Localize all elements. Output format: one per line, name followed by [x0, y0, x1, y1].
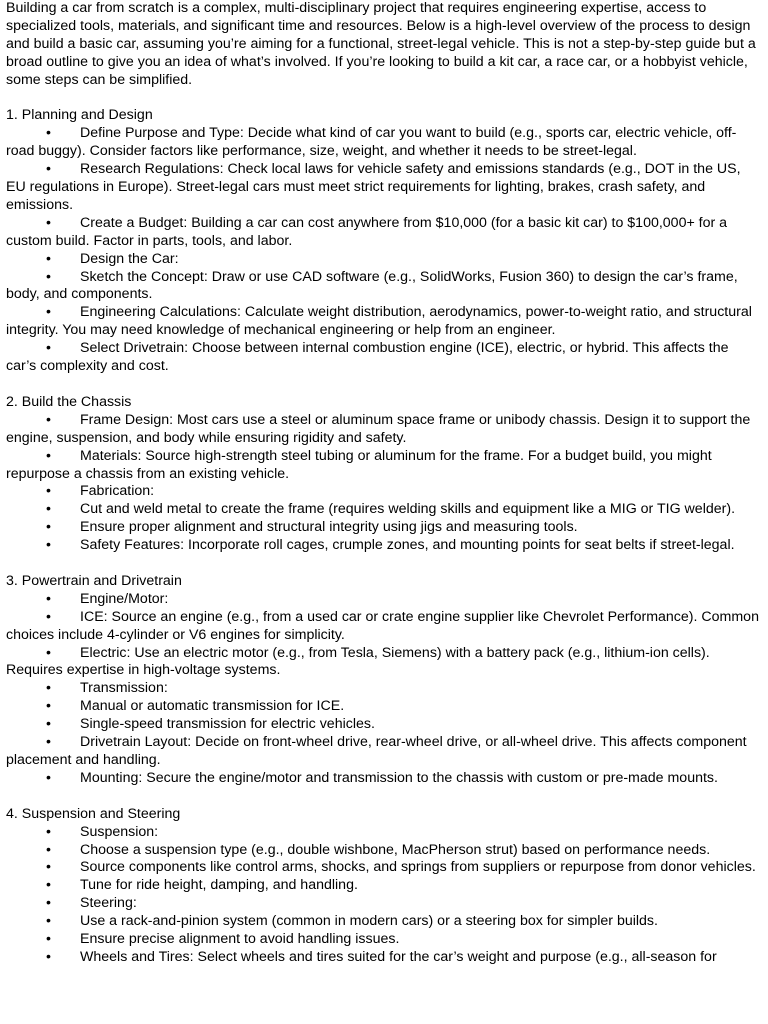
- intro-paragraph: Building a car from scratch is a complex, multi-disciplinary project that requires engineering expertise, access to specialized tools, materials, and significant time and resources. Below is a high-level overview of the process to design and build a basic car, assuming you’re aiming for a functional, street-legal vehicle. This is not a step-by-step guide but a broad outline to give you an idea of what’s involved. If you’re looking to build a kit car, a race car, or a hobbyist vehicle, some steps can be simplified.: [6, 0, 756, 88]
- bullet-icon: •: [46, 769, 51, 786]
- section-heading: 1. Planning and Design: [6, 107, 153, 124]
- bullet-icon: •: [46, 698, 51, 715]
- bullet-icon: •: [46, 340, 51, 357]
- bullet-text: Materials: Source high-strength steel tubing or aluminum for the frame. For a budget build, you might repurpose a chassis from an existing vehicle.: [6, 447, 712, 482]
- bullet-item: [6, 680, 762, 698]
- section-heading: 4. Suspension and Steering: [6, 805, 181, 822]
- bullet-icon: •: [46, 519, 51, 536]
- bullet-item: [6, 859, 762, 877]
- bullet-text: Safety Features: Incorporate roll cages, crumple zones, and mounting points for seat belts if street-legal.: [80, 537, 735, 554]
- bullet-icon: •: [46, 823, 51, 840]
- section-heading: 3. Powertrain and Drivetrain: [6, 572, 182, 589]
- bullet-item: [6, 501, 762, 519]
- bullet-item: [6, 125, 762, 161]
- bullet-item: [6, 949, 762, 967]
- bullet-item: [6, 304, 762, 340]
- section-heading: 2. Build the Chassis: [6, 393, 132, 410]
- bullet-icon: •: [46, 501, 51, 518]
- bullet-icon: •: [46, 304, 51, 321]
- bullet-text: Ensure precise alignment to avoid handling issues.: [80, 931, 400, 948]
- bullet-icon: •: [46, 913, 51, 930]
- bullet-icon: •: [46, 841, 51, 858]
- bullet-icon: •: [46, 859, 51, 876]
- spacer: [6, 555, 762, 573]
- bullet-text: Manual or automatic transmission for ICE.: [80, 698, 345, 715]
- bullet-text: Cut and weld metal to create the frame (requires welding skills and equipment like a MIG or TIG welder).: [80, 501, 736, 518]
- bullet-icon: •: [46, 447, 51, 464]
- bullet-icon: •: [46, 411, 51, 428]
- bullet-text: ICE: Source an engine (e.g., from a used car or crate engine supplier like Chevrolet Performance). Common choices include 4-cylinder or V6 engines for simplicity.: [6, 608, 759, 643]
- bullet-item: [6, 483, 762, 501]
- bullet-item: [6, 161, 762, 215]
- bullet-item: [6, 645, 762, 681]
- bullet-text: Create a Budget: Building a car can cost anywhere from $10,000 (for a basic kit car) to $100,000+ for a custom build. Factor in parts, tools, and labor.: [6, 214, 728, 249]
- bullet-icon: •: [46, 716, 51, 733]
- bullet-item: [6, 913, 762, 931]
- bullet-item: [6, 877, 762, 895]
- bullet-text: Fabrication:: [80, 483, 155, 500]
- bullet-text: Steering:: [80, 895, 137, 912]
- bullet-text: Ensure proper alignment and structural integrity using jigs and measuring tools.: [80, 519, 578, 536]
- bullet-text: Engineering Calculations: Calculate weight distribution, aerodynamics, power-to-weight ratio, and structural integrity. You may need knowledge of mechanical engineering or help from an engineer.: [6, 304, 752, 339]
- bullet-text: Electric: Use an electric motor (e.g., from Tesla, Siemens) with a battery pack (e.g., lithium-ion cells). Requires expertise in high-voltage systems.: [6, 644, 710, 679]
- bullet-item: [6, 734, 762, 770]
- bullet-icon: •: [46, 948, 51, 965]
- bullet-icon: •: [46, 608, 51, 625]
- bullet-item: [6, 251, 762, 269]
- spacer: [6, 376, 762, 394]
- bullet-text: Select Drivetrain: Choose between internal combustion engine (ICE), electric, or hybrid. This affects the car’s complexity and cost.: [6, 340, 729, 375]
- bullet-icon: •: [46, 877, 51, 894]
- bullet-icon: •: [46, 734, 51, 751]
- bullet-item: [6, 842, 762, 860]
- bullet-text: Source components like control arms, shocks, and springs from suppliers or repurpose from donor vehicles.: [80, 859, 756, 876]
- bullet-item: [6, 770, 762, 788]
- spacer: [6, 90, 762, 108]
- bullet-text: Use a rack-and-pinion system (common in modern cars) or a steering box for simpler builds.: [80, 913, 658, 930]
- bullet-item: [6, 591, 762, 609]
- bullet-item: [6, 931, 762, 949]
- bullet-icon: •: [46, 483, 51, 500]
- bullet-text: Drivetrain Layout: Decide on front-wheel drive, rear-wheel drive, or all-wheel drive. This affects component placement and handling.: [6, 734, 747, 769]
- bullet-item: [6, 716, 762, 734]
- bullet-text: Suspension:: [80, 823, 159, 840]
- bullet-icon: •: [46, 125, 51, 142]
- bullet-text: Mounting: Secure the engine/motor and transmission to the chassis with custom or pre-made mounts.: [80, 769, 718, 786]
- bullet-icon: •: [46, 931, 51, 948]
- bullet-item: [6, 537, 762, 555]
- bullet-item: [6, 698, 762, 716]
- bullet-icon: •: [46, 590, 51, 607]
- bullet-text: Wheels and Tires: Select wheels and tires suited for the car’s weight and purpose (e.g., all-season for: [80, 948, 717, 965]
- bullet-item: [6, 340, 762, 376]
- bullet-icon: •: [46, 537, 51, 554]
- bullet-icon: •: [46, 214, 51, 231]
- bullet-text: Tune for ride height, damping, and handling.: [80, 877, 358, 894]
- bullet-item: [6, 215, 762, 251]
- bullet-item: [6, 412, 762, 448]
- bullet-text: Research Regulations: Check local laws for vehicle safety and emissions standards (e.g., DOT in the US, EU regulations in Europe). Street-legal cars must meet strict requirements for lighting, brakes, crash safety, and emissions.: [6, 161, 741, 213]
- bullet-text: Choose a suspension type (e.g., double wishbone, MacPherson strut) based on performance needs.: [80, 841, 711, 858]
- sections: [6, 107, 762, 966]
- bullet-icon: •: [46, 268, 51, 285]
- bullet-icon: •: [46, 895, 51, 912]
- bullet-text: Sketch the Concept: Draw or use CAD software (e.g., SolidWorks, Fusion 360) to design the car’s frame, body, and components.: [6, 268, 738, 303]
- bullet-item: [6, 895, 762, 913]
- bullet-item: [6, 269, 762, 305]
- bullet-text: Transmission:: [80, 680, 168, 697]
- bullet-text: Frame Design: Most cars use a steel or aluminum space frame or unibody chassis. Design it to support the engine, suspension, and body while ensuring rigidity and safety.: [6, 411, 751, 446]
- bullet-text: Define Purpose and Type: Decide what kind of car you want to build (e.g., sports car, electric vehicle, off-road buggy). Consider factors like performance, size, weight, and whether it needs to be street-legal.: [6, 125, 737, 160]
- bullet-item: [6, 824, 762, 842]
- bullet-item: [6, 448, 762, 484]
- bullet-item: [6, 609, 762, 645]
- bullet-icon: •: [46, 250, 51, 267]
- bullet-text: Single-speed transmission for electric vehicles.: [80, 716, 375, 733]
- bullet-icon: •: [46, 644, 51, 661]
- bullet-text: Design the Car:: [80, 250, 179, 267]
- bullet-text: Engine/Motor:: [80, 590, 169, 607]
- spacer: [6, 788, 762, 806]
- bullet-item: [6, 519, 762, 537]
- bullet-icon: •: [46, 680, 51, 697]
- bullet-icon: •: [46, 161, 51, 178]
